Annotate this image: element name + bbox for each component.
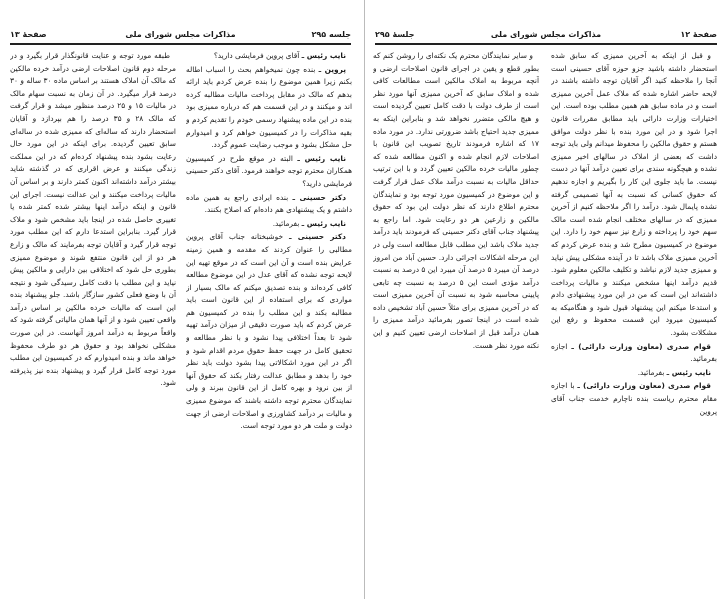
paragraph-text: و قبل از اینکه به آخرین ممیزی که سابق شده استحضار داشته باشید جزو حوزه آقای حسینی است آنجا را ملاحظه کنید اگر آقایان توجه داشته باشند در لایحه حاضر اشاره شده که ملاک عمل آخرین ممیزی است و در ماده سابق هم همین مطلب بوده است. این اختیارات وزارت دارائی باید مطابق مقررات قانون اجرا شود و در این مورد بنده با نظر دولت موافق هستم و حقوق مالکین را محفوظ میدانم ولی باید توجه داشت که بعضی از املاک در سالهای اخیر ممیزی نشده و هیچگونه سندی برای تعیین درآمد آنها در دست نیست. ما باید جلوی این کار را بگیریم و اجازه ندهیم که حقوق کسانی که نسبت به آنها تصمیمی گرفته نشده پایمال شود. درآمد را اگر ملاحظه کنیم از آخرین ممیزی که در سالهای مختلف انجام شده است مالک سهم خود را پرداخته و زارع نیز سهم خود را دارد. این موضوع در کمیسیون مطرح شد و بنده عرض کردم که آخرین ممیزی ملاک باشد تا در آینده مشکلی پیش نیاید و ممیزی جدید لازم نباشد و تکلیف مالکین معلوم شود. قدیم درآمد اینها مشخص میکنند و مالیات پرداخت داشته‌اند این است که من در این مورد پیشنهادی دادم و استدعا میکنم این پیشنهاد قبول شود و هنگامیکه به کمیسیون میرود این قسمت محفوظ و رفع این مشکلات بشود.: [551, 51, 717, 338]
text-column-left: [10, 50, 176, 595]
page-number: صفحهٔ ۱۳: [10, 30, 47, 39]
speaker-name: دکتر حسینی ـ: [289, 232, 346, 242]
paragraph: [186, 64, 352, 152]
running-title: مذاکرات مجلس شورای ملی: [125, 30, 236, 39]
paragraph: [186, 218, 352, 231]
paragraph: [186, 153, 352, 191]
paragraph-text: بفرمائید.: [637, 367, 665, 377]
text-column-right: [186, 50, 352, 595]
paragraph: [551, 367, 717, 380]
paragraph-text: خوشبختانه جناب آقای پروین مطالبی را عنوان کردند که مقدمه و همین زمینه عرایض بنده است و آن این است که در موقع تهیه این لایحه توجه نشده که آقای عدل در این موضوع مطالعه کافی کرده‌اند و بنده تصدیق میکنم که مالک بسیار از مواردی که برای استفاده از این قانون است باید مطالبه بکند و این مطلب را بنده در کمیسیون هم عرض کردم که باید صورت دقیقی از میزان درآمد تهیه شود تا بعداً اختلافی پیدا نشود و با نظر مطالعه و تحقیق کامل در جهت حفظ حقوق مردم اقدام شود و اگر در این مورد اشکالاتی پیدا بشود دولت باید نظر خود را بدهد و مطابق عدالت رفتار بکند که حقوق آنها از بین نرود و بهره کامل از این قانون ببرند و ولی نمایندگان محترم توجه داشته باشند که موضوع ممیزی و مالیات بر درآمد کشاورزی و اصلاحات ارضی از جهت دولت و ملت هر دو مورد توجه است.: [186, 232, 352, 431]
header-rule: [375, 43, 717, 45]
page-number: صفحهٔ ۱۲: [680, 30, 717, 39]
session-number: جلسهٔ ۲۹۵: [375, 30, 415, 39]
paragraph: [551, 341, 717, 366]
speaker-name: قوام صدری (معاون وزارت دارائی) ـ: [577, 381, 711, 391]
speaker-name: پروین ـ: [318, 64, 346, 74]
page-header: [10, 30, 351, 42]
paragraph-text: طبقه مورد توجه و عنایت قانونگذار قرار بگیرد و در مرحله دوم قانون اصلاحات ارضی درآمد خرده مالکین که مالک آن املاک هستند بر اساس ماده ۳۰ ساله و ۳۰ درصد قرار میگیرد. در آن زمان به نسبت سهام مالک در مالیات ۱۵ و ۲۵ درصد منظور میشد و قرار گرفت که مالک ۲۸ و ۳۵ درصد را هم بپردازد و آقایان استحضار دارند که ساله‌ای که ممیزی شده در ساله‌ای سابق تعیین گردیده. برای اینکه در این مورد حال رعایت بشود بنده پیشنهاد کرده‌ام که در این مملکت زندگی میکنند و عرض اقراری که در گذشته شاید بیشتر درآمد داشته‌اند اکنون کمتر دارند و بر اساس آن مالیات پرداخت میکنند و این عدالت نیست. اجرای این قانون و اینکه درآمد اینها بیشتر شده کمتر شده یا تغییری حاصل شده در اینجا باید مشخص شود و ملاک قرار گیرد. بنابراین استدعا دارم که این مطلب مورد توجه قرار گیرد و آقایان توجه بفرمایند که مالک و زارع هر دو از این قانون منتفع شوند و موضوع ممیزی بطوری حل شود که اختلافی بین دارایی و مالکین پیش نیاید و این مطلب با دقت کامل رسیدگی شود و نتیجه آن با وضع فعلی کشور سازگار باشد. جلو پیشنهاد بنده این است که مالیات خرده مالکین بر اساس درآمد واقعی تعیین شود و از آنها همان مالیاتی گرفته شود که واقعاً مربوط به درآمد امروز آنهاست. در این صورت مشکلی نخواهد بود و حقوق هر دو طرف محفوظ خواهد ماند و بنده امیدوارم که در کمیسیون این مطلب مورد توجه کامل قرار گیرد و پیشنهاد بنده نیز پذیرفته شود.: [10, 51, 176, 388]
session-number: جلسه ۲۹۵: [311, 30, 351, 39]
paragraph-text: البته در موقع طرح در کمیسیون همکاران محترم توجه خواهند فرمود. آقای دکتر حسینی فرمایشی دارید؟: [186, 153, 352, 188]
speaker-name: نایب رئیس ـ: [666, 367, 711, 377]
left-page: [0, 0, 361, 599]
paragraph: [186, 192, 352, 217]
paragraph: [186, 50, 352, 63]
speaker-name: نایب رئیس ـ: [301, 218, 346, 228]
paragraph: [373, 50, 539, 352]
paragraph-text: اجازه بفرمائید.: [551, 341, 717, 364]
paragraph: [186, 231, 352, 433]
paragraph-text: بفرمائید.: [272, 218, 300, 228]
paragraph: [551, 50, 717, 340]
paragraph: [10, 50, 176, 390]
paragraph-text: بنده ایرادی راجع به همین ماده داشتم و یک پیشنهادی هم داده‌ام که اصلاح بکنند.: [186, 192, 352, 215]
running-title: مذاکرات مجلس شورای ملی: [490, 30, 602, 39]
paragraph-text: با اجازه مقام محترم ریاست بنده ناچارم خدمت جناب آقای پروین: [551, 381, 717, 416]
paragraph: [551, 380, 717, 418]
right-page: [364, 0, 726, 599]
paragraph-text: بنده چون نمیخواهم بحث را اسباب اطاله بکنم زیرا همین موضوع را بنده عرض کردم باید ارائه بدهم که مالک در مقابل پرداخت مالیات مطالبه کرده اند و میکنند و در این قسمت هم که درباره ممیزی بود بنده در این ماده پیشنهاد رسمی خودم را تقدیم کردم و بقیه مذاکرات را در کمیسیون خواهم کرد و امیدوارم حل مشکل بشود و موجب رضایت عموم گردد.: [186, 64, 352, 150]
speaker-name: نایب رئیس ـ: [297, 153, 346, 163]
page-header: [375, 30, 717, 42]
paragraph-text: و سایر نمایندگان محترم یک نکته‌ای را روشن کنم که بطور قطع و یقین در اجرای قانون اصلاحات ارضی و آنچه مربوط به املاک مالکین است مطالعات کافی شده و املاک سابق که آخرین ممیزی آنها مورد نظر است از طرف دولت با دقت کامل تعیین گردیده است و هیچ مالکی متضرر نخواهد شد و بنابراین اینکه به ممیزی جدید احتیاج باشد ضرورتی ندارد. در مورد ماده ۱۷ که اشاره فرمودند تاریخ تصویب این قانون با اصلاحات لازم انجام شده و اکنون مطالعه شده که چطور مالیات خرده مالکین تعیین گردد و با این ترتیب حداقل مالیات به نسبت درآمد ملاک عمل قرار گرفت و این موضوع در کمیسیون مورد توجه بود و نمایندگان محترم اطلاع دارند که نظر دولت این بود که حقوق مالکین و زارعین هر دو رعایت شود. اما راجع به پیشنهاد جناب آقای دکتر حسینی که فرمودند باید درآمد جدید ملاک باشد این مطلب قابل مطالعه است ولی در این مرحله اشکالات اجرائی دارد. حسین آباد من امروز درصد آن میبرد ۵ درصد آن میبرد این ۵ درصد به نسبت درآمد مؤدی است این ۵ درصد به نسبت چه تابعی پایینی محاسبه شود به نسبت آن آخرین ممیزی است که در آخرین ممیزی برای مثلاً حسین آباد تشخیص داده شده است در اینجا تصور بفرمائید درآمد ممیزی را همان درآمد قبل از اصلاحات ارضی تعیین کنیم و این نکته مورد نظر هست.: [373, 51, 539, 350]
speaker-name: قوام صدری (معاون وزارت دارائی) ـ: [571, 341, 711, 351]
speaker-name: نایب رئیس ـ: [301, 51, 346, 60]
paragraph-text: آقای پروین فرمایشی دارید؟: [213, 51, 300, 60]
header-rule: [10, 43, 351, 45]
speaker-name: دکتر حسینی ـ: [292, 192, 346, 202]
text-column-right: [551, 50, 717, 575]
text-column-left: [373, 50, 539, 535]
